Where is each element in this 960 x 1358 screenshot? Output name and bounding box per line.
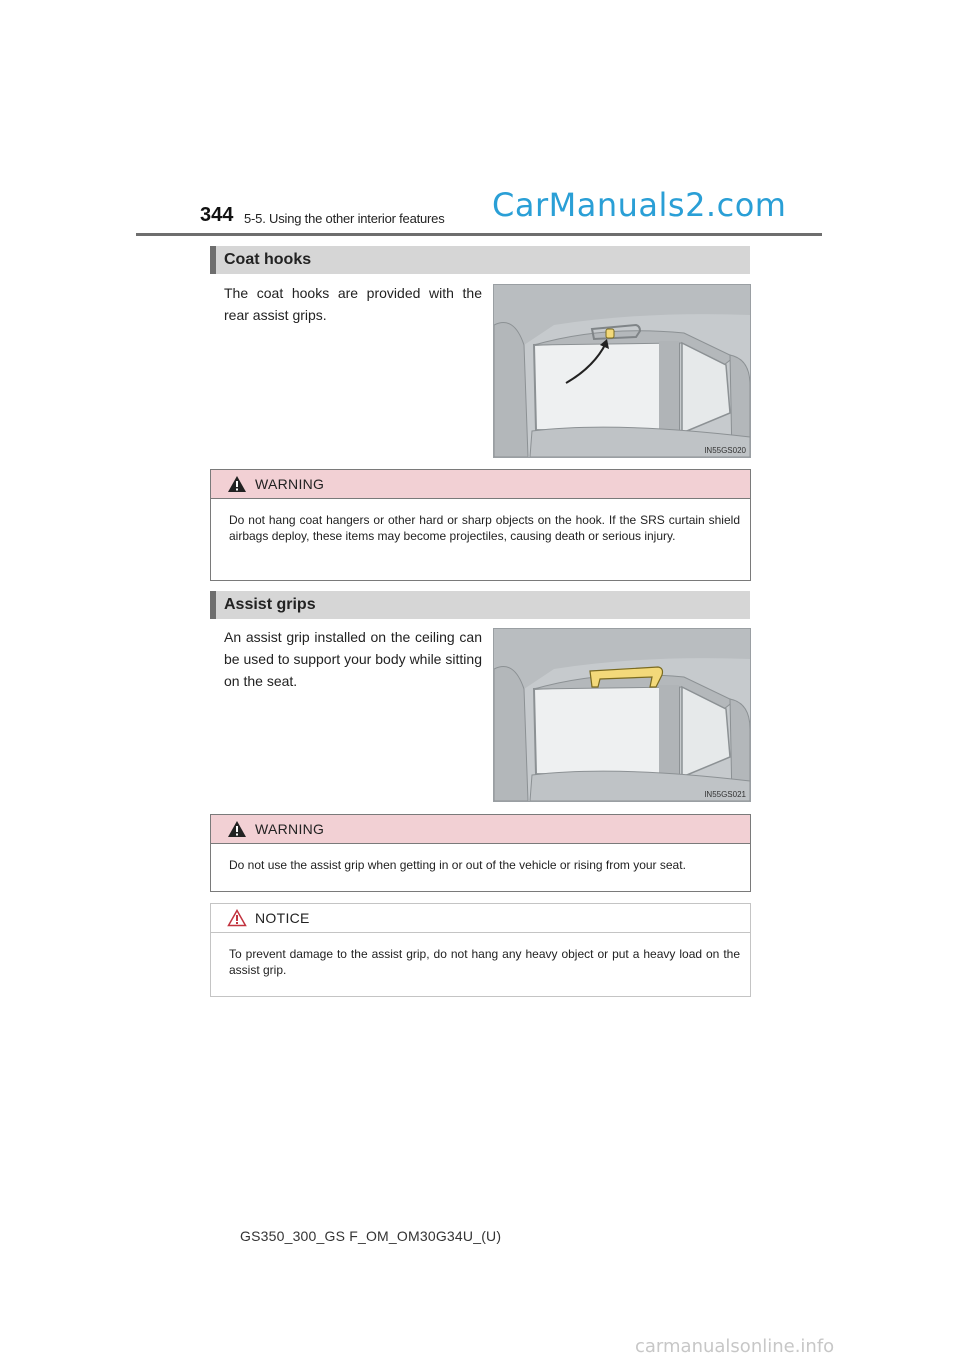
page-number: 344: [200, 204, 234, 226]
warning-header: [211, 815, 750, 844]
coat-hooks-description: The coat hooks are provided with the rear assist grips.: [224, 285, 482, 323]
notice-box: [210, 903, 751, 997]
heading-coat-hooks: [210, 246, 750, 274]
coat-hook-figure: [493, 284, 751, 458]
heading-text: Coat hooks: [224, 251, 312, 268]
assist-grips-description: An assist grip installed on the ceiling can be used to support your body while sitting on the seat.: [224, 629, 482, 689]
notice-text: To prevent damage to the assist grip, do not hang any heavy object or put a heavy load on the assist grip.: [229, 947, 740, 977]
warning-header: [211, 470, 750, 499]
assist-grip-figure: [493, 628, 751, 802]
warning-box-assist-grips: [210, 814, 751, 892]
warning-text: Do not use the assist grip when getting in or out of the vehicle or rising from your seat.: [229, 858, 686, 872]
heading-accent: [210, 246, 216, 274]
assist-grip-illustration: [494, 629, 750, 801]
warning-text: Do not hang coat hangers or other hard or sharp objects on the hook. If the SRS curtain shield airbags deploy, these items may become projectiles, causing death or serious injury.: [229, 513, 740, 543]
figure-code: IN55GS021: [704, 790, 746, 799]
watermark-top: CarManuals2.com: [492, 186, 787, 224]
manual-code: GS350_300_GS F_OM_OM30G34U_(U): [240, 1228, 502, 1244]
heading-accent: [210, 591, 216, 619]
heading-assist-grips: [210, 591, 750, 619]
notice-triangle-icon: [227, 909, 247, 927]
header-rule: [136, 233, 822, 236]
section-title: 5-5. Using the other interior features: [244, 211, 445, 226]
warning-triangle-icon: [227, 820, 247, 838]
watermark-bottom: carmanualsonline.info: [635, 1336, 835, 1357]
notice-header: [211, 904, 750, 933]
warning-triangle-icon: [227, 475, 247, 493]
heading-text: Assist grips: [224, 596, 316, 613]
notice-label: NOTICE: [255, 910, 310, 926]
warning-box-coat-hooks: [210, 469, 751, 581]
warning-label: WARNING: [255, 476, 325, 492]
figure-code: IN55GS020: [704, 446, 746, 455]
warning-label: WARNING: [255, 821, 325, 837]
coat-hook-illustration: [494, 285, 750, 457]
